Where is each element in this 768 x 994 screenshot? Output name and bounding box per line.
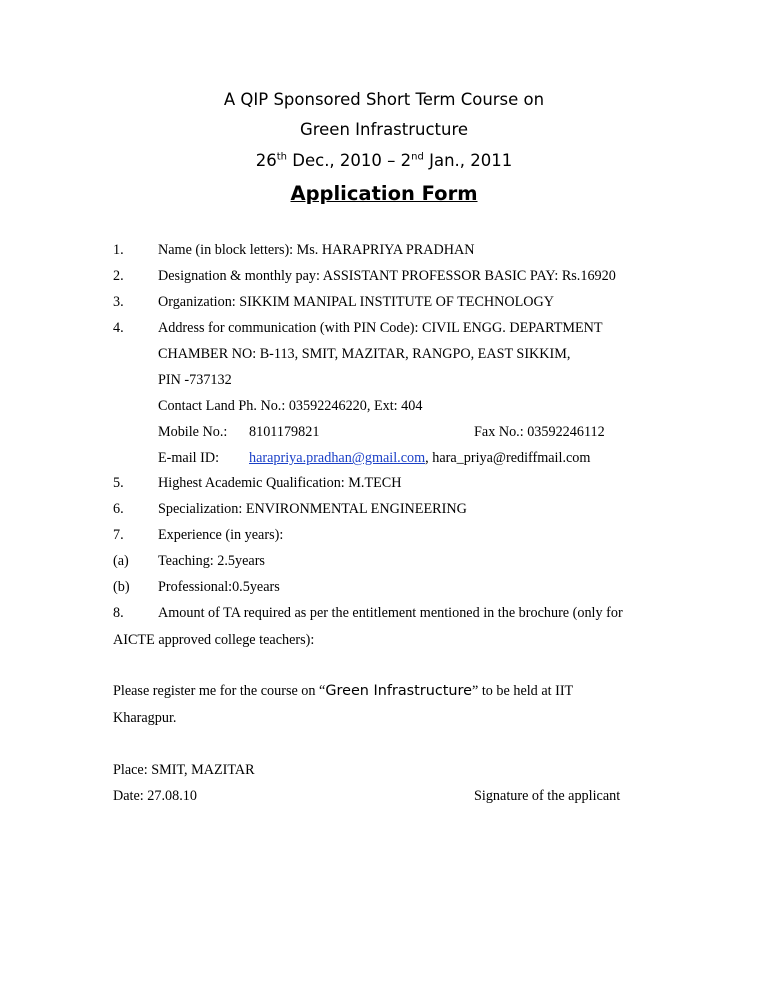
form-title: Application Form <box>290 182 478 205</box>
email-secondary: , hara_priya@rediffmail.com <box>425 450 591 466</box>
course-dates-line <box>0 151 768 171</box>
date-end-rest: Jan., 2011 <box>423 151 513 170</box>
place-line: Place: SMIT, MAZITAR <box>113 762 255 778</box>
item-number: (a) <box>113 553 129 569</box>
register-course-name: Green Infrastructure <box>325 683 472 699</box>
item-number: 8. <box>113 605 124 621</box>
item-text: Highest Academic Qualification: M.TECH <box>158 475 402 491</box>
mobile-label: Mobile No.: <box>158 424 228 440</box>
item-number: 7. <box>113 527 124 543</box>
item-text: Organization: SIKKIM MANIPAL INSTITUTE OF TECHNOLOGY <box>158 294 555 310</box>
course-name-line: Green Infrastructure <box>299 120 469 139</box>
item-text: Name (in block letters): Ms. HARAPRIYA PRADHAN <box>158 242 475 258</box>
item-text: Specialization: ENVIRONMENTAL ENGINEERING <box>158 501 467 517</box>
item-number: (b) <box>113 579 130 595</box>
item-text: Teaching: 2.5years <box>158 553 265 569</box>
date-line: Date: 27.08.10 <box>113 788 197 804</box>
email-label: E-mail ID: <box>158 450 220 466</box>
mobile-number: 8101179821 <box>249 424 320 440</box>
email-link[interactable]: harapriya.pradhan@gmail.com <box>249 450 426 466</box>
item-text: Experience (in years): <box>158 527 284 543</box>
register-prefix: Please register me for the course on “ <box>113 683 326 699</box>
item-text: Address for communication (with PIN Code): CIVIL ENGG. DEPARTMENT <box>158 320 603 336</box>
address-pin: PIN -737132 <box>158 372 232 388</box>
item-number: 4. <box>113 320 124 336</box>
date-start-day: 26 <box>255 151 277 170</box>
item-number: 6. <box>113 501 124 517</box>
item-number: 2. <box>113 268 124 284</box>
registration-request <box>113 682 573 700</box>
date-end-suffix: nd <box>411 151 424 163</box>
signature-label: Signature of the applicant <box>474 788 621 804</box>
course-sponsor-line: A QIP Sponsored Short Term Course on <box>223 90 545 109</box>
registration-location: Kharagpur. <box>113 710 177 726</box>
date-start-suffix: th <box>276 151 288 163</box>
address-chamber: CHAMBER NO: B-113, SMIT, MAZITAR, RANGPO, EAST SIKKIM, <box>158 346 571 362</box>
item-number: 5. <box>113 475 124 491</box>
item-number: 1. <box>113 242 124 258</box>
email-values <box>249 449 590 467</box>
item-text: Designation & monthly pay: ASSISTANT PROFESSOR BASIC PAY: Rs.16920 <box>158 268 616 284</box>
item-number: 3. <box>113 294 124 310</box>
contact-land-phone: Contact Land Ph. No.: 03592246220, Ext: 404 <box>158 398 423 414</box>
item-text: Amount of TA required as per the entitlement mentioned in the brochure (only for <box>158 605 623 621</box>
item-text: Professional:0.5years <box>158 579 280 595</box>
ta-line-2: AICTE approved college teachers): <box>113 632 315 648</box>
date-start-rest: Dec., 2010 – 2 <box>287 151 412 170</box>
register-suffix: ” to be held at IIT <box>471 683 574 699</box>
fax-number: Fax No.: 03592246112 <box>474 424 605 440</box>
